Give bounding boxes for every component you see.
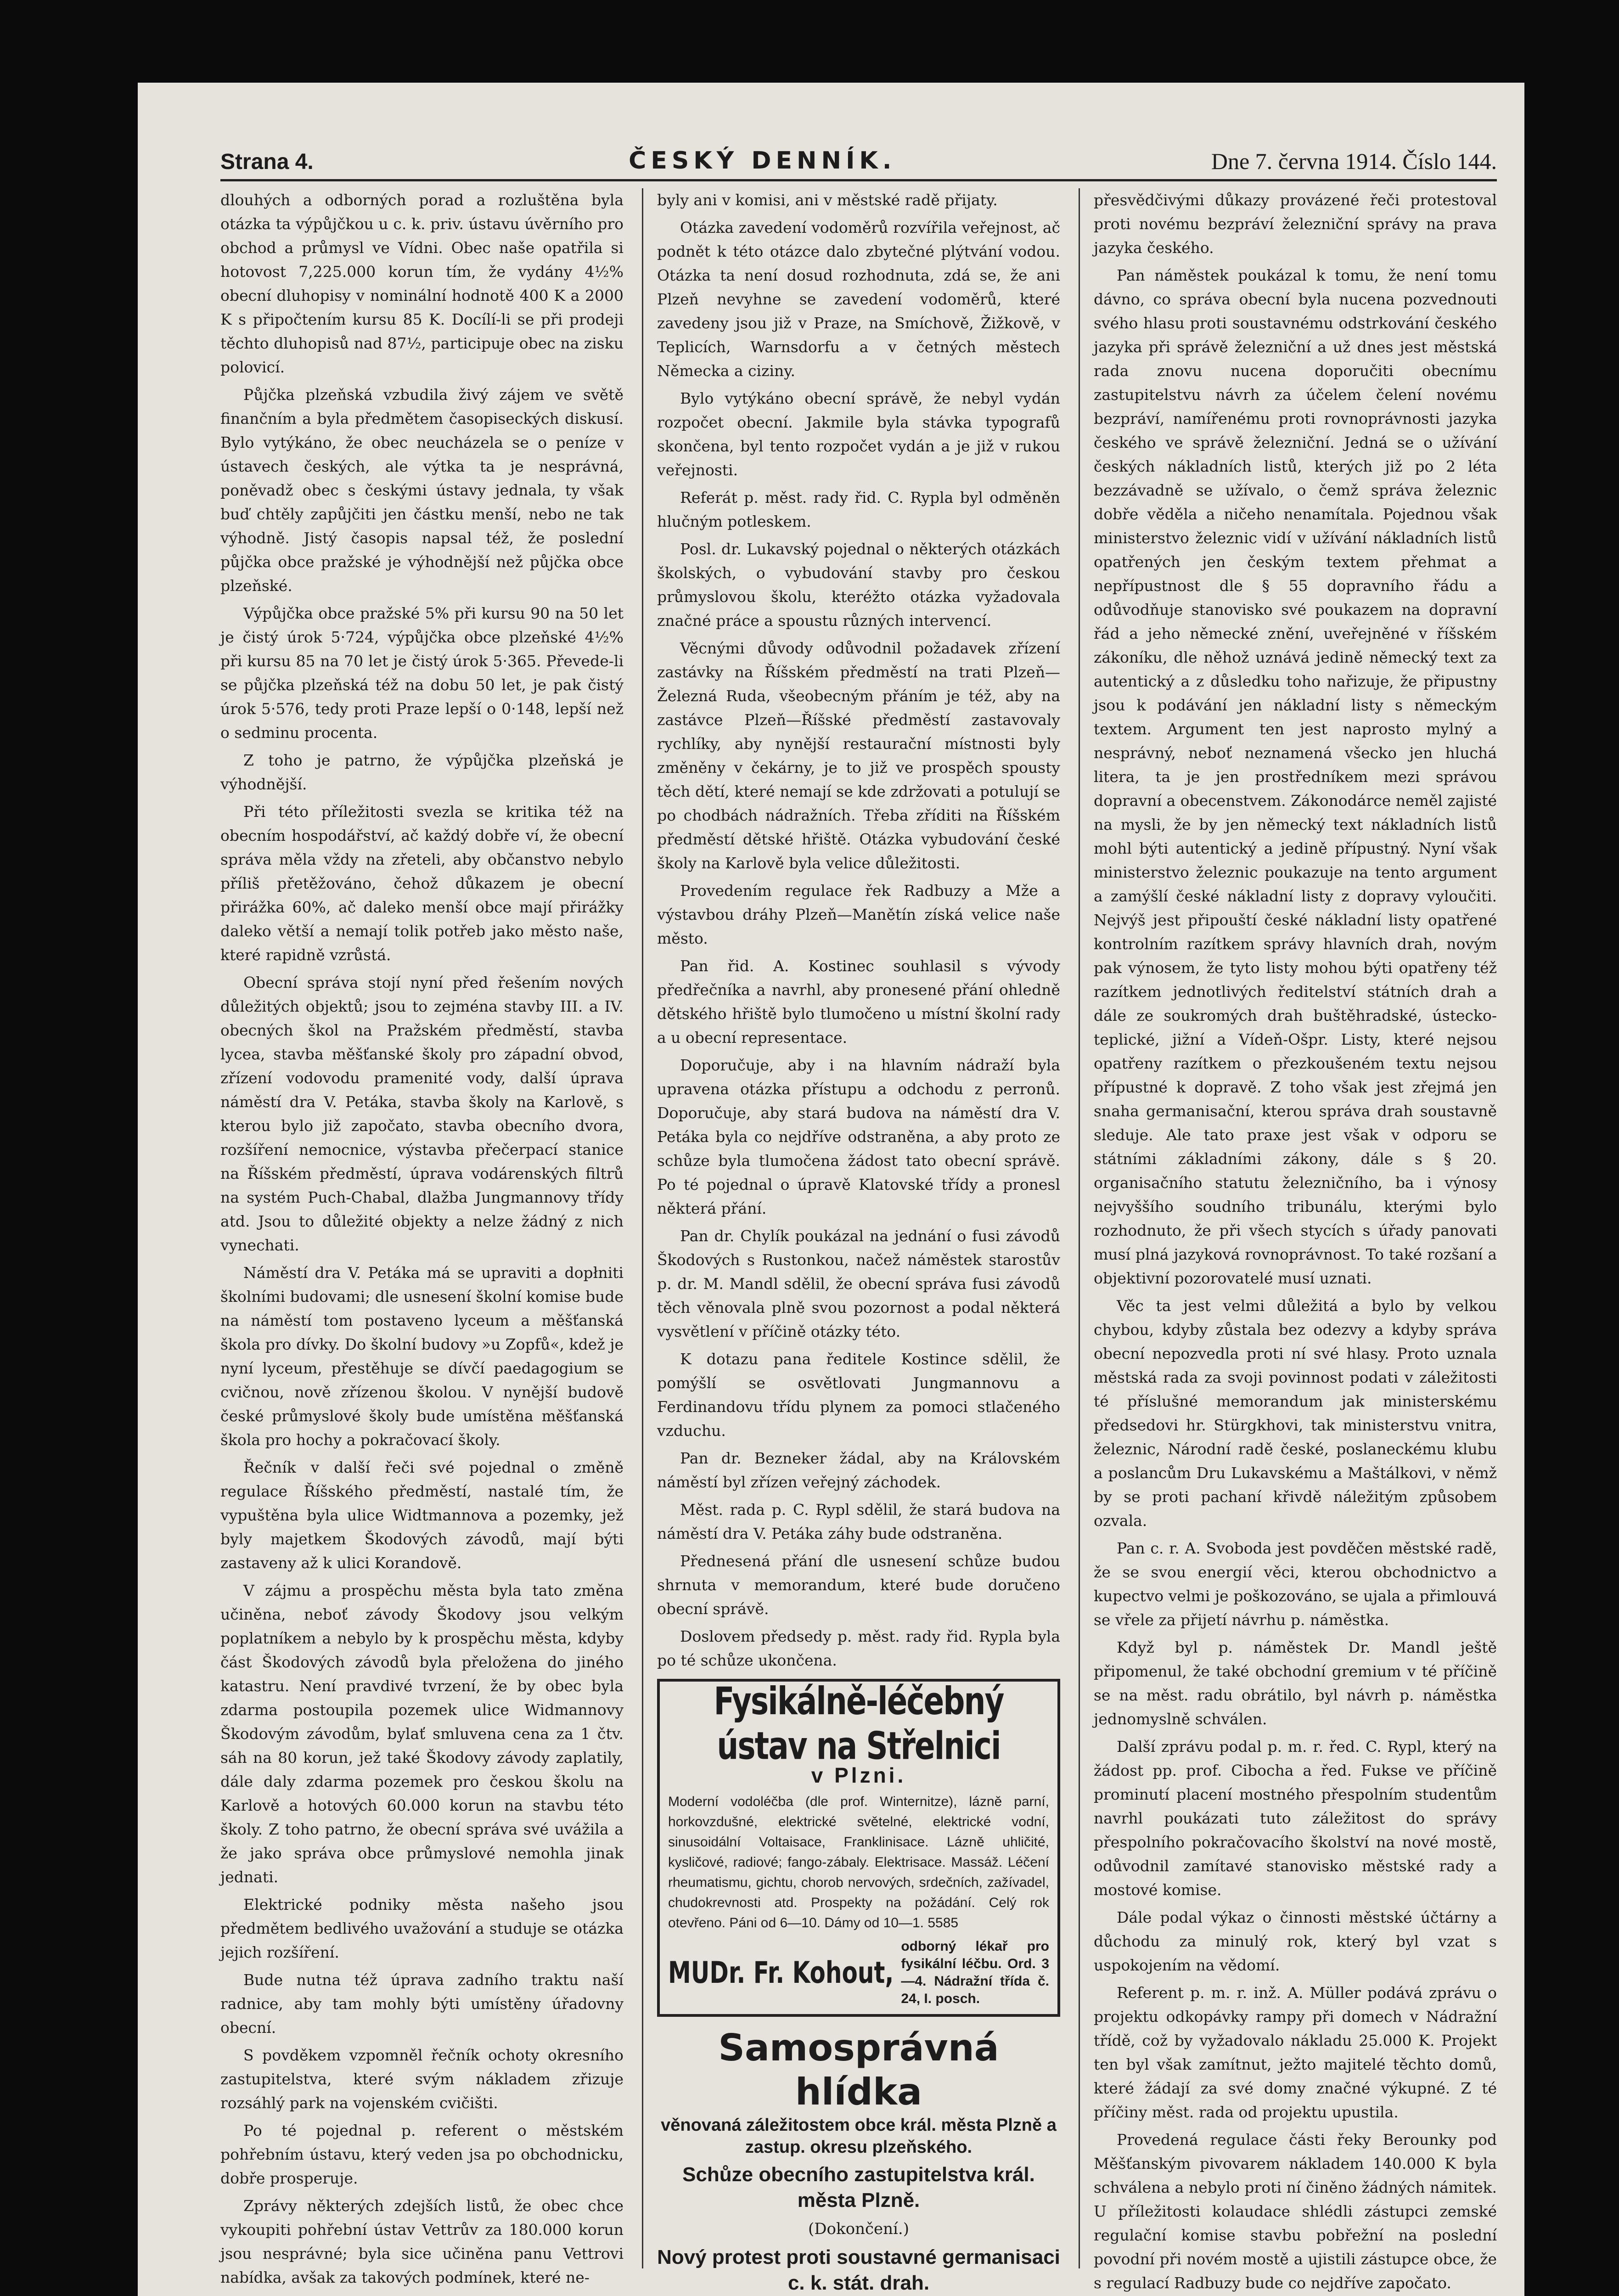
issue-date: Dne 7. června 1914. Číslo 144.: [1211, 148, 1497, 174]
article-paragraph: Řečník v další řeči své pojednal o změně regulace Říšského předměstí, nastalé tím, že vypuštěna byla ulice Widtmannova a pozemky, jež byly majetkem Škodových závodů, mají býti zastaveny až k ulici Korandově.: [220, 1458, 624, 1572]
article-paragraph: Doporučuje, aby i na hlavním nádraží byla upravena otázka přístupu a odchodu z perronů. Doporučuje, aby stará budova na náměstí dra V. Petáka byla co nejdříve odstraněna, a aby proto ze schůze byla tlumočena žádost tato obecní správě. Po té pojednal o úpravě Klatovské třídy a pronesl některá přání.: [657, 1056, 1060, 1217]
article-paragraph: Pan dr. Chylík poukázal na jednání o fusi závodů Škodových s Rustonkou, načež náměstek starostův p. dr. M. Mandl sdělil, že obecní správa fusi závodů těch věnovala plně svou pozornost a podal některá vysvětlení v příčině otázky této.: [657, 1227, 1060, 1340]
section-subtitle: věnovaná záležitostem obce král. města Plzně a zastup. okresu plzeňského.: [661, 2116, 1057, 2157]
article-paragraph: S povděkem vzpomněl řečník ochoty okresního zastupitelstva, které svým nákladem zřizuje rozsáhlý park na vojenském cvičišti.: [220, 2046, 624, 2112]
article-paragraph: Obecní správa stojí nyní před řešením nových důležitých objektů; jsou to zejména stavby III. a IV. obecných škol na Pražském předměstí, stavba lycea, stavba měšťanské školy pro západní obvod, zřízení vodovodu pramenité vody, další úprava náměstí dra V. Petáka, stavba školy na Karlově, s kterou bylo již započato, stavba obecního dvora, rozšíření nemocnice, výstavba přečerpací stanice na Říšském předměstí, úprava vodárenských filtrů na systém Puch-Chabal, dlažba Jungmannovy třídy atd. Jsou to důležité objekty a nelze žádný z nich vynechati.: [220, 974, 624, 1254]
columns: [220, 188, 1497, 2294]
article-paragraph: Věcnými důvody odůvodnil požadavek zřízení zastávky na Říšském předměstí na trati Plzeň—Železná Ruda, všeobecným přáním je též, aby na zastávce Plzeň—Říšské předměstí zastavovaly rychlíky, aby nynější restaurační místnosti byly změněny v čekárny, je to již ve prospěch spousty těch dětí, které nemají se kde zdržovati a potulují se po chodbách nádražních. Třeba zříditi na Říšském předměstí dětské hřiště. Otázka vybudování české školy na Karlově byla velice důležitosti.: [657, 639, 1060, 872]
protest-heading: Nový protest proti soustavné germanisaci c. k. stát. drah.: [657, 2246, 1060, 2294]
article-paragraph: Pan náměstek poukázal k tomu, že není tomu dávno, co správa obecní byla nucena pozvednouti svého hlasu proti soustavnému odstrkování českého jazyka při správě železniční a už dnes jest městská rada znovu nucena doporučiti obecnímu zastupitelstvu návrh za účelem čelení novému bezpráví, namířenému proti rovnoprávnosti jazyka českého ve správě železniční. Jedná se o užívání českých nákladních listů, kterých již po 2 léta bezzávadně se užívalo, o čemž správa železnic dobře věděla a ničeho nenamítala. Pojednou však ministerstvo železnic vidí v užívání nákladních listů opatřených jen českým textem přehmat a nepřípustnost dle § 55 dopravního řádu a odůvodňuje stanovisko své poukazem na dopravní řád a jeho německé znění, uveřejněné v říšském zákoníku, dle něhož uznává jedině německý text za autentický a z důsledku toho nařizuje, že připustny jsou k podávání jen nákladní listy s německým textem. Argument ten jest naprosto mylný a nesprávný, neboť neznamená všecko jen hluchá litera, ta je jen prostředníkem mezi správou dopravní a obecenstvem. Zákonodárce neměl zajisté na mysli, že by jen německý text nákladních listů mohl býti autentický a jedině přípustný. Nyní však ministerstvo železnic poukazuje na tento argument a zamýšlí české nákladní listy z dopravy vyloučiti. Nejvýš jest připouští české nákladní listy opatřené kontrolním razítkem správy hlavních drah, novým pak výnosem, že tyto listy mohou býti opatřeny též razítkem jednotlivých ředitelství státních drah a dále ze soukromých drah buštěhradské, ústecko-teplické, jižní a Vídeň-Ošpr. Listy, které nejsou opatřeny razítkem o přezkoušeném textu nejsou přípustné k dopravě. Z toho však jest zřejmá jen snaha germanisační, kterou správa drah soustavně sleduje. Ale tato praxe jest však v odporu se státními základními zákony, dále s § 20. organisačního statutu železničního, ba i výnosy nejvyššího soudního tribunálu, kterými bylo rozhodnuto, že při všech stycích s úřady panovati musí plná jazyková rovnoprávnost. To také rozšaní a objektivní pozorovatelé musí uznati.: [1094, 266, 1497, 1287]
ad-doctor-info: odborný lékař pro fysikální léčbu. Ord. 3—4. Nádražní třída č. 24, I. posch.: [901, 1939, 1049, 2006]
article-paragraph: Doslovem předsedy p. měst. rady řid. Rypla byla po té schůze ukončena.: [657, 1627, 1060, 1669]
ad-title: Fysikálně-léčebný ústav na Střelnici: [714, 1679, 1004, 1768]
article-paragraph: Pan řid. A. Kostinec souhlasil s vývody předřečníka a navrhl, aby pronesené přání ohledně dětského hřiště bylo tlumočeno u místní školní rady a u obecní representace.: [657, 957, 1060, 1047]
article-paragraph: Dále podal výkaz o činnosti městské účtárny a důchodu za minulý rok, který byl vzat s uspokojením na vědomí.: [1094, 1908, 1497, 1974]
article-paragraph: Měst. rada p. C. Rypl sdělil, že stará budova na náměstí dra V. Petáka záhy bude odstraněna.: [657, 1501, 1060, 1542]
column-2-text: [657, 188, 1060, 1672]
page-number: Strana 4.: [220, 150, 314, 174]
newspaper-title: ČESKÝ DENNÍK.: [629, 147, 896, 174]
article-paragraph: Otázka zavedení vodoměrů rozvířila veřejnost, ač podnět k této otázce dalo zbytečné plýtvání vodou. Otázka ta není dosud rozhodnuta, zdá se, že ani Plzeň nevyhne se zavedení vodoměrů, které zavedeny jsou již v Praze, na Smíchově, Žižkově, v Teplicích, Warnsdorfu a v četných městech Německa a ciziny.: [657, 219, 1060, 380]
newspaper-page: [138, 83, 1524, 2296]
article-paragraph: Pan dr. Bezneker žádal, aby na Královském náměstí byl zřízen veřejný záchodek.: [657, 1449, 1060, 1491]
article-paragraph: Zprávy některých zdejších listů, že obec chce vykoupiti pohřební ústav Vettrův za 180.000 korun jsou nesprávné; byla sice učiněna panu Vettrovi nabídka, avšak za takových podmínek, které ne-: [220, 2197, 624, 2286]
article-paragraph: Posl. dr. Lukavský pojednal o některých otázkách školských, o vybudování stavby pro českou průmyslovou školu, kteréžto otázka vyžadovala značné práce a spoustu různých intervencí.: [657, 540, 1060, 630]
article-paragraph: Z toho je patrno, že výpůjčka plzeňská je výhodnější.: [220, 751, 624, 793]
ad-doctor-name: MUDr. Fr. Kohout,: [668, 1955, 894, 1990]
article-paragraph: Náměstí dra V. Petáka má se upraviti a dopłniti školními budovami; dle usnesení školní komise bude na náměstí tom postaveno lyceum a měšťanská škola pro dívky. Do školní budovy »u Zopfů«, kdež je nyní lyceum, přestěhuje se dívčí paedagogium se cvičnou, nově zřízenou školou. V nynější budově české průmyslové školy bude umístěna měšťanská škola pro hochy a pokračovací školy.: [220, 1264, 624, 1449]
column-1: [220, 188, 624, 2286]
article-paragraph: Bylo vytýkáno obecní správě, že nebyl vydán rozpočet obecní. Jakmile byla stávka typografů skončena, byl tento rozpočet vydán a je již v rukou veřejnosti.: [657, 389, 1060, 479]
ad-footer: [668, 1938, 1049, 2008]
article-paragraph: Výpůjčka obce pražské 5% při kursu 90 na 50 let je čistý úrok 5·724, výpůjčka obce plzeňské 4½% při kursu 85 na 70 let je čistý úrok 5·365. Převede-li se půjčka plzeňská též na dobu 50 let, je pak čistý úrok 5·576, tedy proti Praze lepší o 0·148, lepší než o sedminu procenta.: [220, 604, 624, 742]
article-paragraph: Když byl p. náměstek Dr. Mandl ještě připomenul, že také obchodní gremium v té příčině se na měst. radu obrátilo, byl návrh p. náměstka jednomyslně schválen.: [1094, 1638, 1497, 1728]
article-paragraph: Přednesená přání dle usnesení schůze budou shrnuta v memorandum, které bude doručeno obecní správě.: [657, 1552, 1060, 1618]
article-paragraph: Další zprávu podal p. m. r. řed. C. Rypl, který na žádost pp. prof. Cibocha a řed. Fukse ve příčině prominutí placení mostného přespolním studentům navrhl poukázati tuto záležitost do správy přespolního pokračovacího školství na nové mostě, odůvodnil zamítavé stanovisko městské rady a mostové komise.: [1094, 1738, 1497, 1899]
article-paragraph: přesvědčivými důkazy provázené řeči protestoval proti novému bezpráví železniční správy na prava jazyka českého.: [1094, 191, 1497, 257]
article-paragraph: Referát p. měst. rady řid. C. Rypla byl odměněn hlučným potleskem.: [657, 489, 1060, 530]
article-paragraph: Pan c. r. A. Svoboda jest povděčen městské radě, že se svou energií věci, kterou obchodnictvo a kupectvo velmi je poškozováno, se ujala a přimlouvá se vřele za přijetí návrhu p. náměstka.: [1094, 1539, 1497, 1629]
article-paragraph: Věc ta jest velmi důležitá a bylo by velkou chybou, kdyby zůstala bez odezvy a kdyby správa obecní nepozvedla proti ní své hlasy. Proto uznala městská rada za svoji povinnost podati v záležitosti té příslušné memorandum jak ministerskému předsedovi hr. Stürgkhovi, tak ministerstvu vnitra, železnic, Národní radě české, poslaneckému klubu a poslancům Dru Lukavskému a Maštálkovi, v němž by se proti pachaní křivdě náležitým způsobem ozvala.: [1094, 1297, 1497, 1530]
article-paragraph: Elektrické podniky města našeho jsou předmětem bedlivého uvažování a studuje se otázka jejich rozšíření.: [220, 1896, 624, 1961]
article-paragraph: dlouhých a odborných porad a rozluštěna byla otázka ta výpůjčkou u c. k. priv. ústavu úvěrního pro obchod a průmysl ve Vídni. Obec naše opatřila si hotovost 7,225.000 korun tím, že vydány 4½% obecní dluhopisy v nominální hodnotě 400 K a 2000 K s připočtením kursu 85 K. Docílí-li se při prodeji těchto dluhopisů nad 87½, participuje obec na zisku polovicí.: [220, 191, 624, 376]
ad-body: Moderní vodoléčba (dle prof. Winternitze), lázně parní, horkovzdušné, elektrické světelné, elektrické vodní, sinusoidální Voltaisace, Franklinisace. Lázně uhličité, kysličové, radiové; fango-zábaly. Elektrisace. Massáž. Léčení rheumatismu, gichtu, chorob nervových, srdečních, zažívadel, chudokrevnosti atd. Prospekty na požádání. Celý rok otevřeno. Páni od 6—10. Dámy od 10—1. 5585: [668, 1794, 1049, 1930]
article-paragraph: Provedená regulace části řeky Berounky pod Měšťanským pivovarem nákladem 140.000 K byla schválena a nebylo proti ní činěno žádných námitek. U příležitosti kolaudace shlédli zástupci zemské regulační komise stavbu pobřežní na poslední povodní při novém mostě a ujistili zástupce obce, že s regulací Radbuzy bude co nejdříve započato.: [1094, 2131, 1497, 2292]
article-paragraph: Při této příležitosti svezla se kritika též na obecním hospodářství, ač každý dobře ví, že obecní správa měla vždy na zřeteli, aby občanstvo nebylo příliš přetěžováno, čehož důkazem je obecní přirážka 60%, ač daleko menší obce mají přirážky daleko větší a nemají tolik potřeb jako město naše, které rapidně vzrůstá.: [220, 803, 624, 964]
article-paragraph: Referent p. m. r. inž. A. Müller podává zprávu o projektu odkopávky rampy při domech v Nádražní třídě, což by vyžadovalo nákladu 25.000 K. Projekt ten byl však zamítnut, ježto majitelé těchto domů, které žádají za své domy značné výkupné. Z té příčiny měst. rada od projektu upustila.: [1094, 1984, 1497, 2121]
page-header: [220, 133, 1497, 181]
meeting-heading: Schůze obecního zastupitelstva král. města Plzně.: [682, 2163, 1035, 2212]
column-3: [1079, 188, 1497, 2292]
column-2: [642, 188, 1060, 2294]
article-paragraph: byly ani v komisi, ani v městské radě přijaty.: [657, 191, 998, 209]
article-paragraph: Půjčka plzeňská vzbudila živý zájem ve světě finančním a byla předmětem časopiseckých diskusí. Bylo vytýkáno, že obec neucházela se o peníze v ústavech českých, ale výtka ta je nesprávná, poněvadž obec s českými ústavy jednala, ty však buď chtěly zapůjčiti jen částku menší, nebo ne tak výhodně. Jistý časopis napsal též, že poslední půjčka obce pražské je výhodnější než půjčka obce plzeňské.: [220, 386, 624, 595]
section-title: Samosprávná hlídka: [718, 2026, 999, 2113]
spa-advertisement: [657, 1679, 1060, 2017]
article-paragraph: V zájmu a prospěchu města byla tato změna učiněna, neboť závody Škodovy jsou velkým poplatníkem a nebylo by k prospěchu města, kdyby část Škodových závodů byla přeložena do jiného katastru. Není pravdivé tvrzení, že by obec byla zdarma postoupila pozemek ulice Widmannovy Škodovým závodům, bylať smluvena cena za 1 čtv. sáh na 80 korun, jež také Škodovy závody zaplatily, dále daly zdarma pozemek pro českou školu na Karlově a hotových 60.000 korun na stavbu této školy. Z toho patrno, že obecní správa své uvážila a že jako správa obce průmyslové nemohla jinak jednati.: [220, 1581, 624, 1886]
article-paragraph: Bude nutna též úprava zadního traktu naší radnice, aby tam mohly býti umístěny úřadovny obecní.: [220, 1971, 624, 2037]
article-paragraph: Po té pojednal p. referent o městském pohřebním ústavu, který veden jsa po obchodnicku, dobře prosperuje.: [220, 2122, 624, 2187]
continued-label: (Dokončení.): [808, 2220, 909, 2238]
article-paragraph: K dotazu pana ředitele Kostince sdělil, že pomýšlí se osvětlovati Jungmannovu a Ferdinandovu třídu plynem za pomoci stlačeného vzduchu.: [657, 1350, 1060, 1440]
column-3-text: [1094, 188, 1497, 2296]
article-paragraph: Provedením regulace řek Radbuzy a Mže a výstavbou dráhy Plzeň—Manětín získá velice naše město.: [657, 882, 1060, 947]
ad-subtitle: v Plzni.: [811, 1763, 906, 1787]
